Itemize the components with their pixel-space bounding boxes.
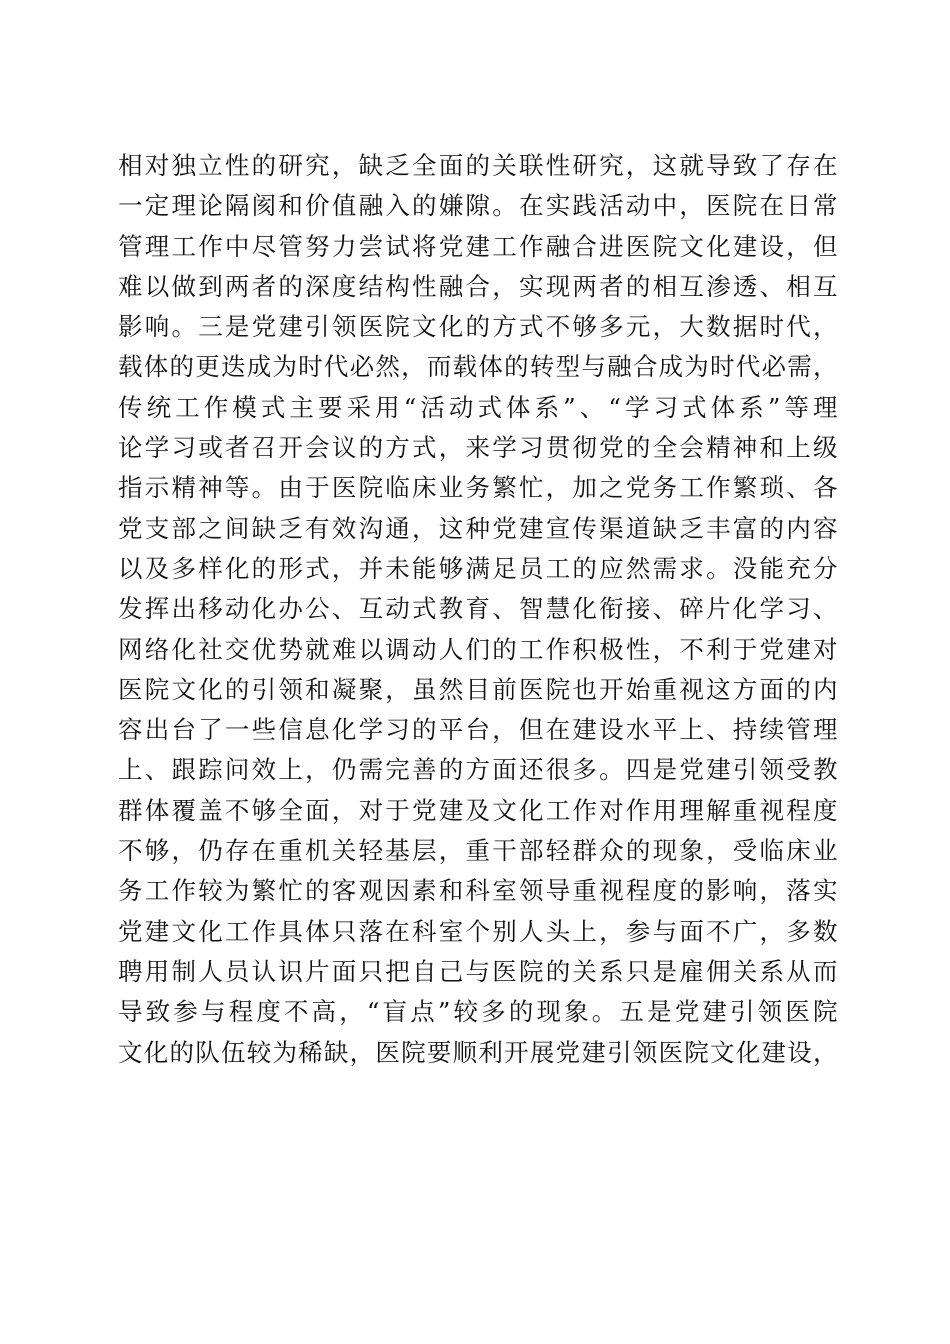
text-line: 务工作较为繁忙的客观因素和科室领导重视程度的影响，落实 — [118, 876, 838, 906]
text-line: 医院文化的引领和凝聚，虽然目前医院也开始重视这方面的内 — [118, 674, 838, 704]
text-line: 发挥出移动化办公、互动式教育、智慧化衔接、碎片化学习、 — [118, 594, 838, 624]
text-line: 指示精神等。由于医院临床业务繁忙，加之党务工作繁琐、各 — [118, 473, 838, 503]
text-line: 容出台了一些信息化学习的平台，但在建设水平上、持续管理 — [118, 715, 838, 745]
text-line: 上、跟踪问效上，仍需完善的方面还很多。四是党建引领受教 — [118, 755, 838, 785]
text-line: 党支部之间缺乏有效沟通，这种党建宣传渠道缺乏丰富的内容 — [118, 513, 838, 543]
text-line: 论学习或者召开会议的方式，来学习贯彻党的全会精神和上级 — [118, 433, 838, 463]
text-line: 党建文化工作具体只落在科室个别人头上，参与面不广，多数 — [118, 916, 838, 946]
text-line: 影响。三是党建引领医院文化的方式不够多元，大数据时代， — [118, 312, 838, 342]
text-line: 传统工作模式主要采用“活动式体系”、“学习式体系”等理 — [118, 392, 838, 422]
text-line: 管理工作中尽管努力尝试将党建工作融合进医院文化建设，但 — [118, 231, 838, 261]
text-line: 载体的更迭成为时代必然，而载体的转型与融合成为时代必需， — [118, 352, 838, 382]
text-line: 以及多样化的形式，并未能够满足员工的应然需求。没能充分 — [118, 553, 838, 583]
text-line: 文化的队伍较为稀缺，医院要顺利开展党建引领医院文化建设， — [118, 1037, 838, 1067]
text-line: 网络化社交优势就难以调动人们的工作积极性，不利于党建对 — [118, 634, 838, 664]
text-line: 相对独立性的研究，缺乏全面的关联性研究，这就导致了存在 — [118, 151, 838, 180]
text-line: 群体覆盖不够全面，对于党建及文化工作对作用理解重视程度 — [118, 795, 838, 825]
text-line: 导致参与程度不高，“盲点”较多的现象。五是党建引领医院 — [118, 997, 838, 1027]
text-line: 一定理论隔阂和价值融入的嫌隙。在实践活动中，医院在日常 — [118, 191, 838, 221]
text-line: 难以做到两者的深度结构性融合，实现两者的相互渗透、相互 — [118, 271, 838, 301]
text-line: 不够，仍存在重机关轻基层，重干部轻群众的现象，受临床业 — [118, 836, 838, 866]
text-line: 聘用制人员认识片面只把自己与医院的关系只是雇佣关系从而 — [118, 956, 838, 986]
body-paragraph — [118, 146, 838, 1073]
